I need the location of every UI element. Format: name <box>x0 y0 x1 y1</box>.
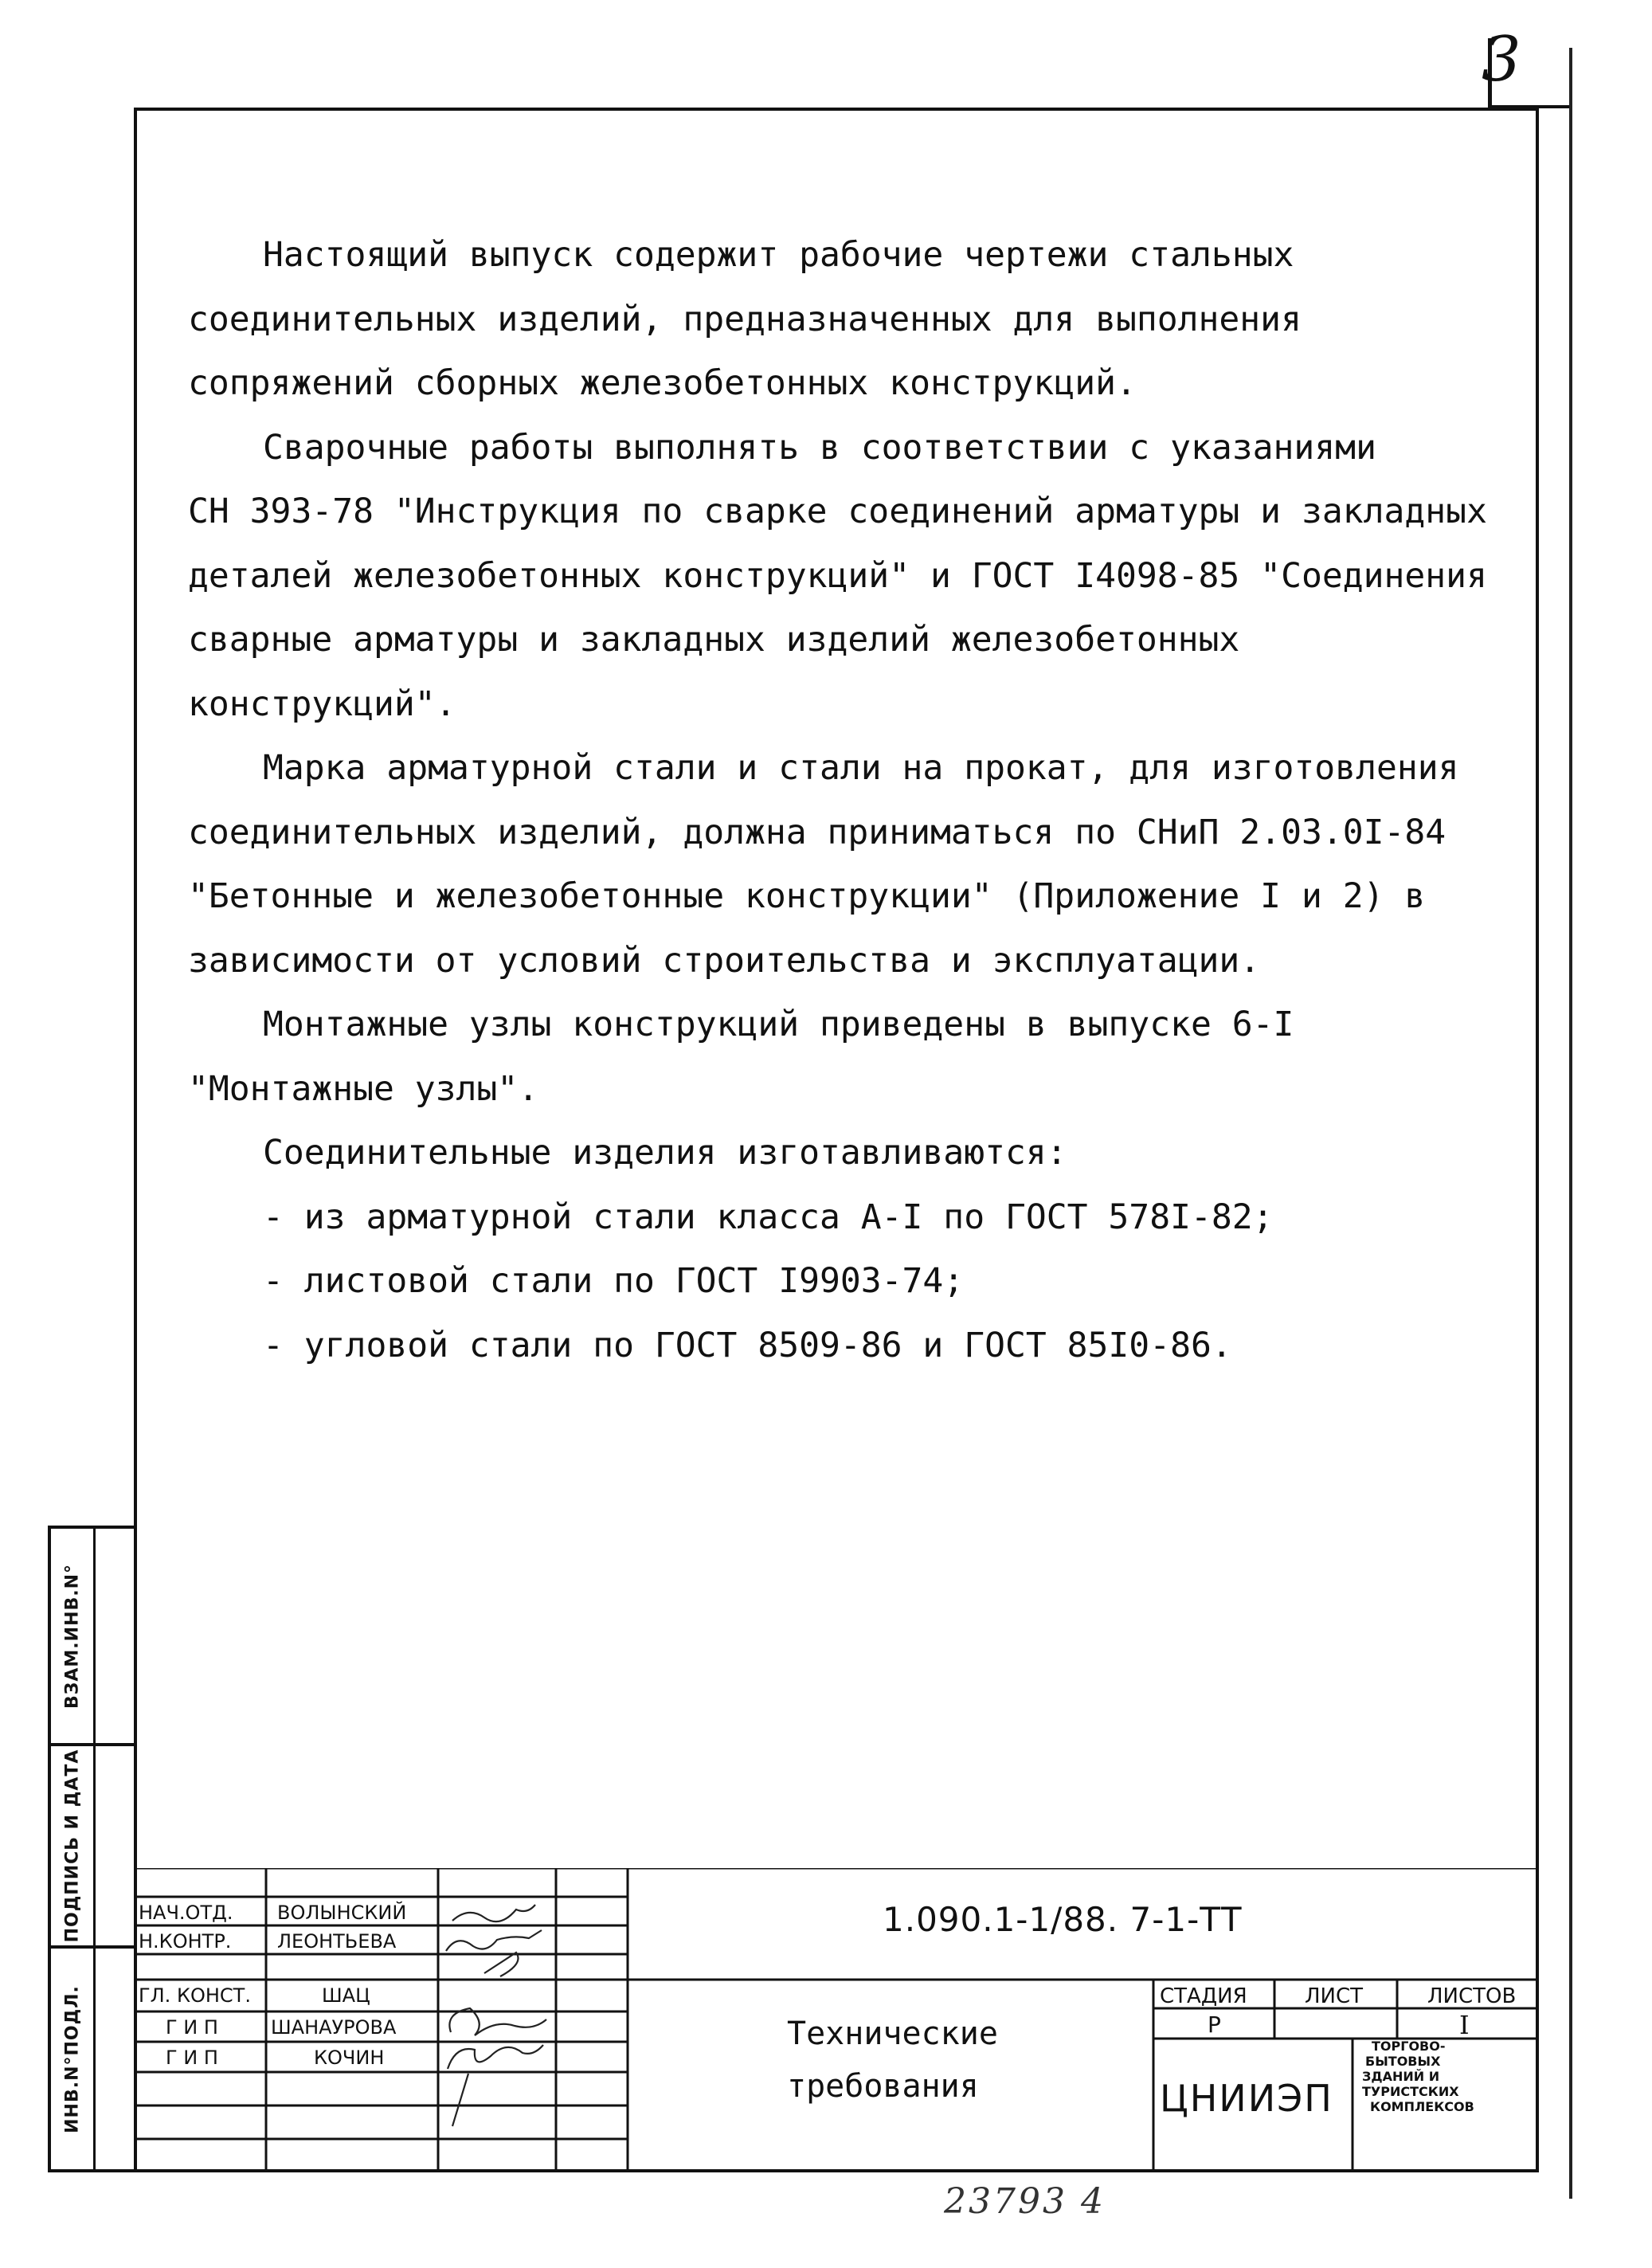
role-chief-engineer-1: Г И П <box>166 2016 218 2039</box>
organization-description <box>1353 2039 1474 2114</box>
side-label-original-inventory: ИНВ.N°ПОДЛ. <box>62 1984 82 2133</box>
name-shanaurova: ШАНАУРОВА <box>271 2016 397 2039</box>
stage-value: Р <box>1208 2011 1221 2038</box>
signature-2 <box>446 1930 542 1951</box>
stage-label: СТАДИЯ <box>1160 1984 1247 2008</box>
sheets-value: I <box>1459 2010 1470 2040</box>
paragraph-6: Соединительные изделия изготавливаются: <box>263 1133 1067 1173</box>
name-shats: ШАЦ <box>322 1984 370 2007</box>
signature-5 <box>448 2045 543 2126</box>
side-stamp <box>48 1526 137 2172</box>
role-head-department: НАЧ.ОТД. <box>139 1902 233 1924</box>
org-desc-line: ТУРИСТСКИХ <box>1362 2084 1459 2099</box>
name-kochin: КОЧИН <box>314 2047 385 2069</box>
organization-name: ЦНИИЭП <box>1160 2077 1333 2120</box>
side-label-replaced-inventory: ВЗАМ.ИНВ.N° <box>62 1563 82 1709</box>
title-block <box>134 1868 1539 2172</box>
side-cell-replaced-inventory <box>48 1526 134 1746</box>
document-code: 1.090.1-1/88. 7-1-ТТ <box>883 1900 1243 1939</box>
inventory-number: 23793 4 <box>944 2181 1106 2222</box>
name-leontieva: ЛЕОНТЬЕВА <box>277 1930 397 1953</box>
paragraph-1: Настоящий выпуск содержит рабочие чертежи стальных соединительных изделий, предназначенных для выполнения сопряжений сборных железобетонных конструкций. <box>188 235 1302 403</box>
sheets-label: ЛИСТОВ <box>1427 1984 1517 2008</box>
role-chief-designer: ГЛ. КОНСТ. <box>139 1984 251 2007</box>
org-desc-line: ЗДАНИЙ И <box>1362 2069 1440 2084</box>
list-item: - из арматурной стали класса А-I по ГОСТ 578I-82; <box>263 1197 1274 1237</box>
signature-1 <box>452 1905 535 1921</box>
paragraph-3: СН 393-78 "Инструкция по сварке соединений арматуры и закладных деталей железобетонных конструкций" и ГОСТ I4098-85 "Соединения сварные арматуры и закладных изделий железобетонных конструкций". <box>188 492 1487 724</box>
document-title-line-1: Технические <box>787 2015 998 2052</box>
page-number: 3 <box>1482 24 1521 96</box>
list-item: - листовой стали по ГОСТ I9903-74; <box>263 1261 965 1301</box>
right-border-line <box>1569 48 1572 2199</box>
signature-3 <box>484 1953 519 1976</box>
role-chief-engineer-2: Г И П <box>166 2047 218 2069</box>
org-desc-line: ТОРГОВО- <box>1372 2039 1446 2054</box>
paragraph-2: Сварочные работы выполнять в соответствии с указаниями <box>263 427 1376 468</box>
side-label-signature-date: ПОДПИСЬ И ДАТА <box>62 1749 82 1943</box>
document-title <box>787 2008 998 2113</box>
sheet-label: ЛИСТ <box>1305 1984 1364 2008</box>
side-cell-original-inventory <box>48 1945 134 2172</box>
body-text <box>188 223 1502 1377</box>
paragraph-5: Монтажные узлы конструкций приведены в выпуске 6-I "Монтажные узлы". <box>188 1005 1294 1109</box>
role-norm-control: Н.КОНТР. <box>139 1930 232 1953</box>
org-desc-line: КОМПЛЕКСОВ <box>1370 2099 1474 2114</box>
list-item: - угловой стали по ГОСТ 8509-86 и ГОСТ 85I0-86. <box>263 1325 1232 1365</box>
org-desc-line: БЫТОВЫХ <box>1365 2054 1441 2069</box>
paragraph-4: Марка арматурной стали и стали на прокат, для изготовления соединительных изделий, должна приниматься по СНиП 2.03.0I-84 "Бетонные и железобетонные конструкции" (Приложение I и 2) в зависимости от условий строительства и эксплуатации. <box>188 748 1459 981</box>
side-cell-signature-date <box>48 1743 134 1949</box>
document-title-line-2: требования <box>787 2068 979 2105</box>
name-volynsky: ВОЛЫНСКИЙ <box>277 1902 407 1924</box>
